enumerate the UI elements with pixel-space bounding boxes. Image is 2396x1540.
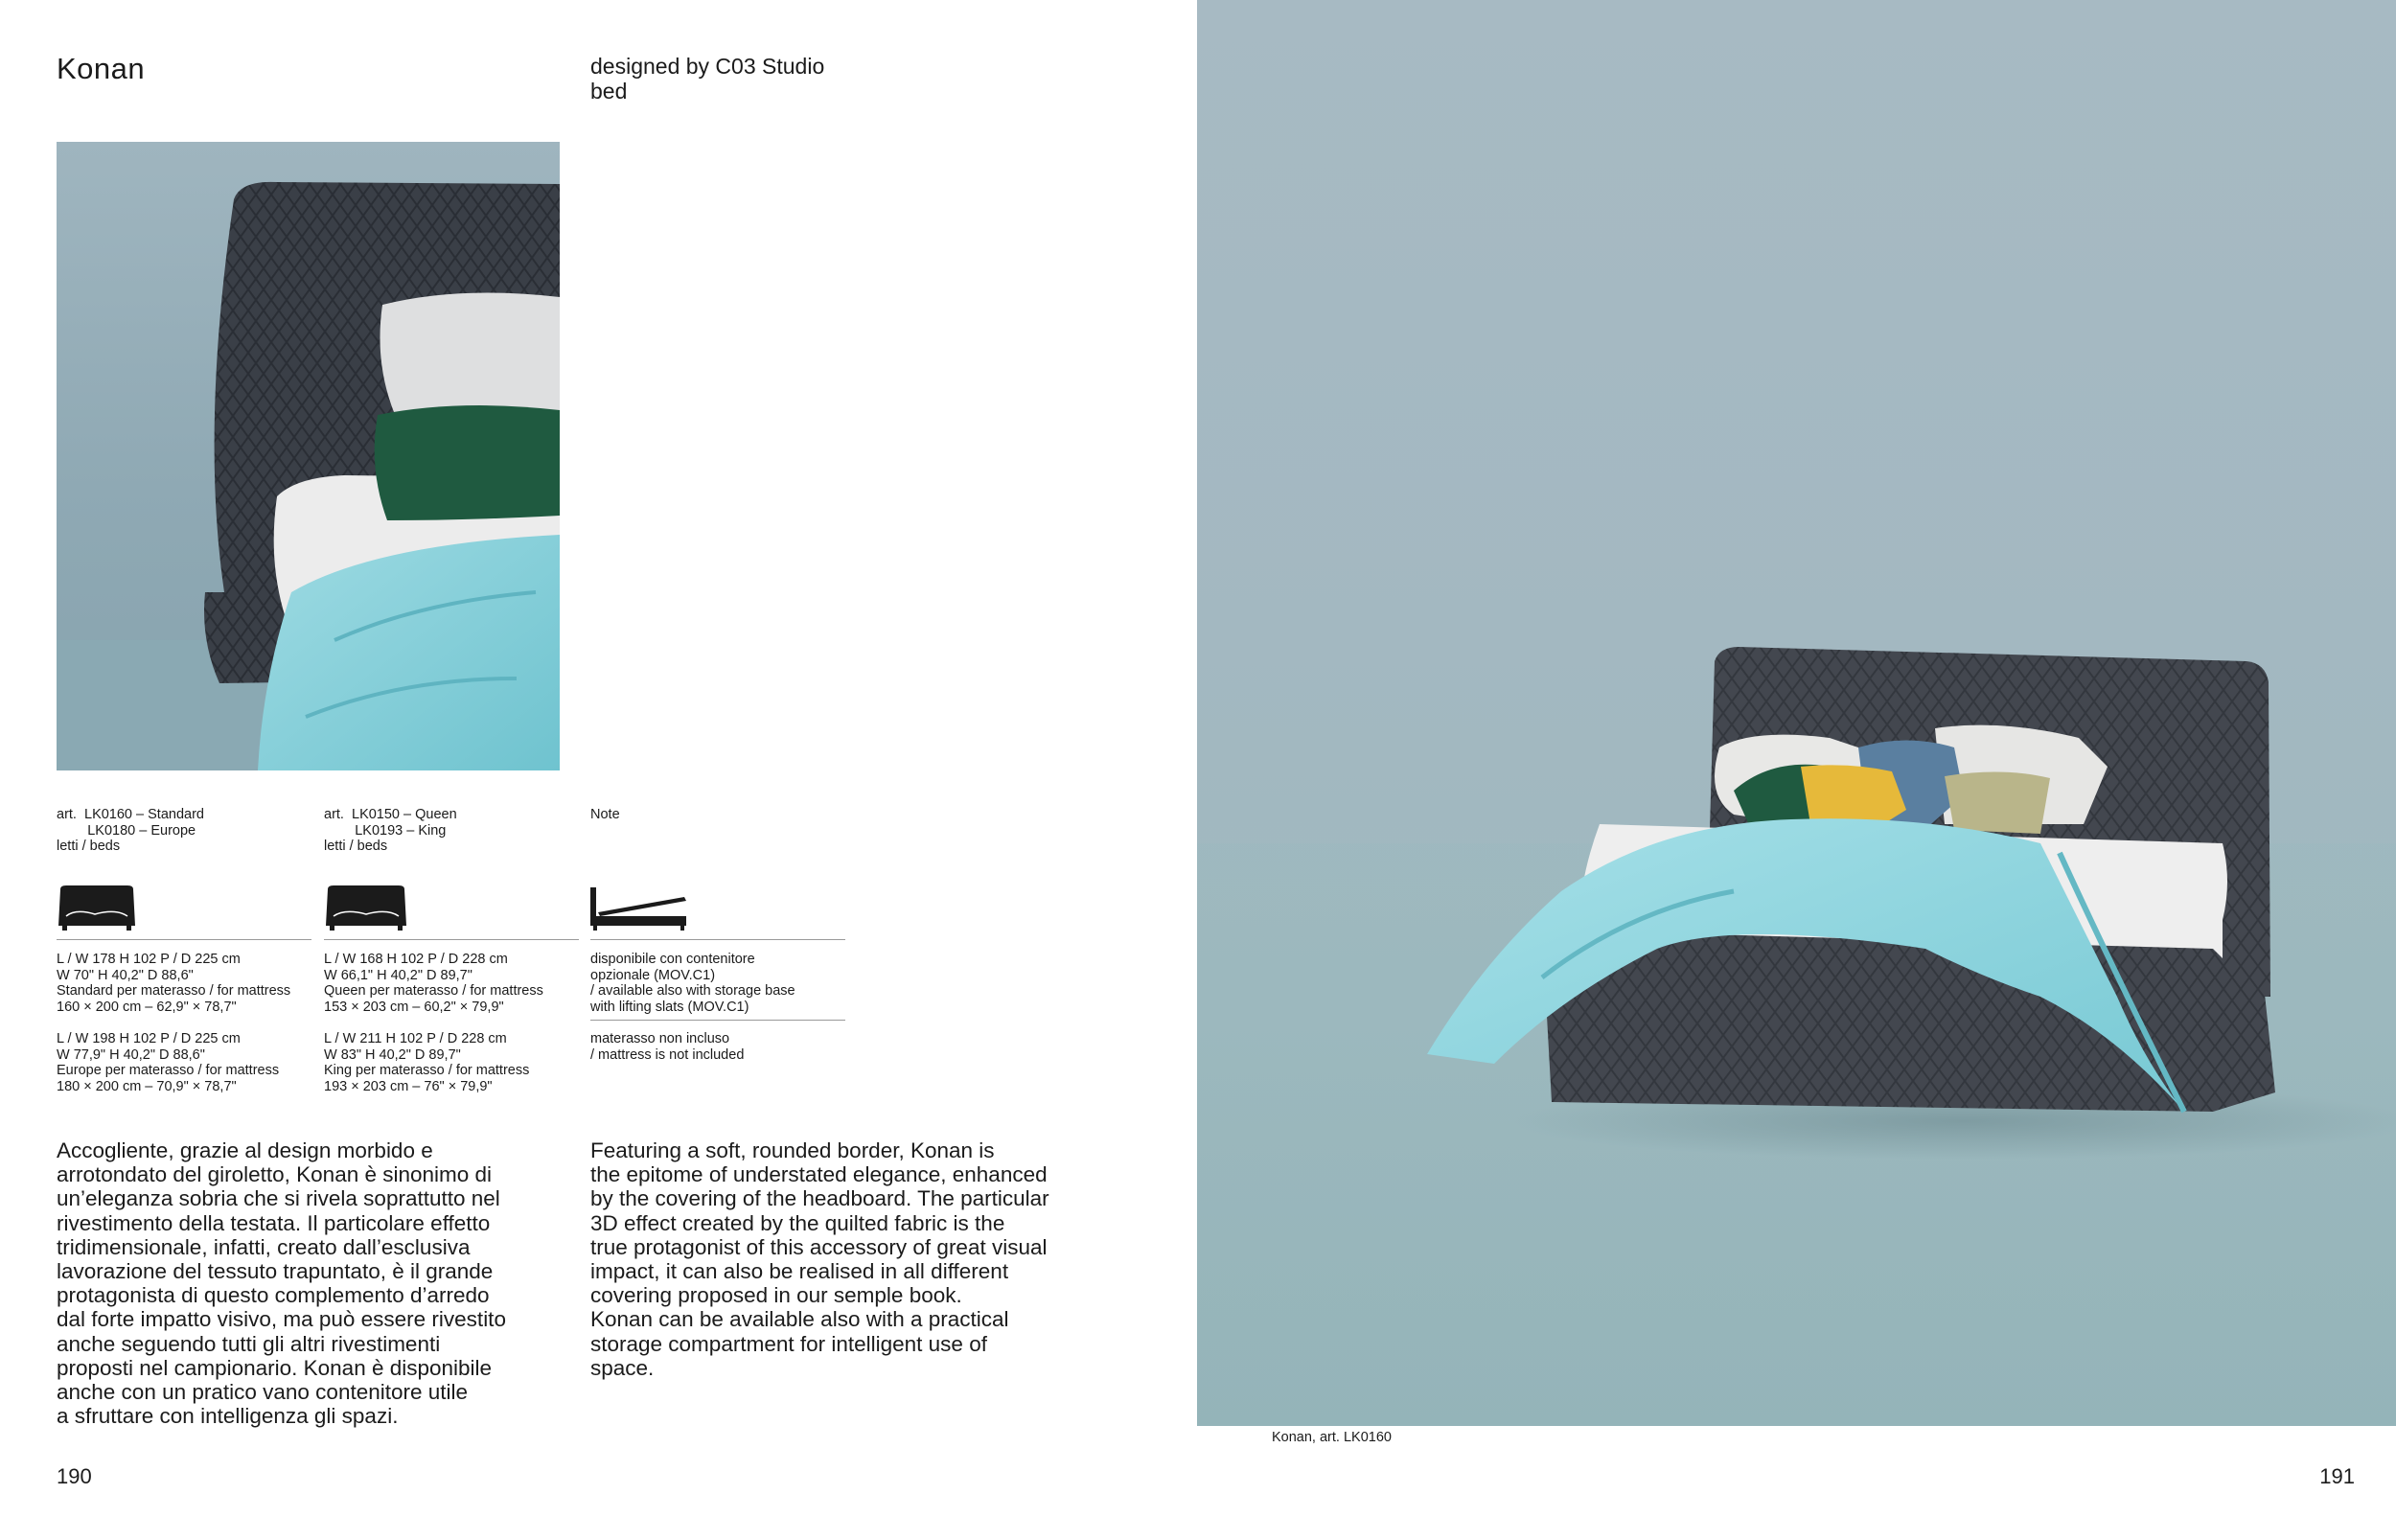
divider — [324, 939, 579, 940]
bed-storage-lift-icon — [590, 884, 690, 938]
spec-europe: L / W 198 H 102 P / D 225 cm W 77,9" H 40,2" D 88,6" Europe per materasso / for mattress 180 × 200 cm – 70,9" × 78,7" — [57, 1031, 280, 1094]
divider — [57, 939, 311, 940]
note-storage: disponibile con contenitore opzionale (MOV.C1) / available also with storage base with lifting slats (MOV.C1) — [590, 952, 795, 1015]
category-line: bed — [590, 79, 628, 103]
spec-header-queen-king: art. LK0150 – Queen LK0193 – King letti / beds — [324, 807, 457, 854]
spec-queen: L / W 168 H 102 P / D 228 cm W 66,1" H 40,2" D 89,7" Queen per materasso / for mattress 153 × 203 cm – 60,2" × 79,9" — [324, 952, 543, 1015]
hero-photo-illustration — [1197, 0, 2396, 1426]
spec-king: L / W 211 H 102 P / D 228 cm W 83" H 40,2" D 89,7" King per materasso / for mattress 193 × 203 cm – 76" × 79,9" — [324, 1031, 530, 1094]
page-number-left: 190 — [57, 1464, 92, 1488]
note-mattress: materasso non incluso / mattress is not included — [590, 1031, 745, 1063]
designer-credit — [590, 54, 824, 103]
photo-caption: Konan, art. LK0160 — [1272, 1430, 1392, 1445]
divider — [590, 939, 845, 940]
designer-line: designed by C03 Studio — [590, 54, 825, 79]
spec-header-standard-europe: art. LK0160 – Standard LK0180 – Europe letti / beds — [57, 807, 204, 854]
description-english: Featuring a soft, rounded border, Konan is the epitome of understated elegance, enhanced by the covering of the headboard. The particular 3D effect created by the quilted fabric is the true protagonist of this accessory of great visual impact, it can also be realised in all different covering proposed in our semple book. Konan can be available also with a practical storage compartment for intelligent use of space. — [590, 1138, 1049, 1380]
page-number-right: 191 — [2319, 1464, 2355, 1488]
bed-front-icon — [57, 884, 137, 938]
spec-standard: L / W 178 H 102 P / D 225 cm W 70" H 40,2" D 88,6" Standard per materasso / for mattress 160 × 200 cm – 62,9" × 78,7" — [57, 952, 291, 1015]
detail-photo-illustration — [57, 142, 560, 770]
product-title: Konan — [57, 52, 146, 85]
detail-photo — [57, 142, 560, 770]
spec-header-note: Note — [590, 807, 620, 822]
bed-front-icon — [324, 884, 408, 938]
description-italian: Accogliente, grazie al design morbido e arrotondato del giroletto, Konan è sinonimo di un’eleganza sobria che si rivela soprattutto nel rivestimento della testata. Il particolare effetto tridimensionale, infatti, creato dall’esclusiva lavorazione del tessuto trapuntato, è il grande protagonista di questo complemento d’arredo dal forte impatto visivo, ma può essere rivestito anche seguendo tutti gli altri rivestimenti proposti nel campionario. Konan è disponibile anche con un pratico vano contenitore utile a sfruttare con intelligenza gli spazi. — [57, 1138, 506, 1429]
divider — [590, 1020, 845, 1021]
hero-photo — [1197, 0, 2396, 1426]
